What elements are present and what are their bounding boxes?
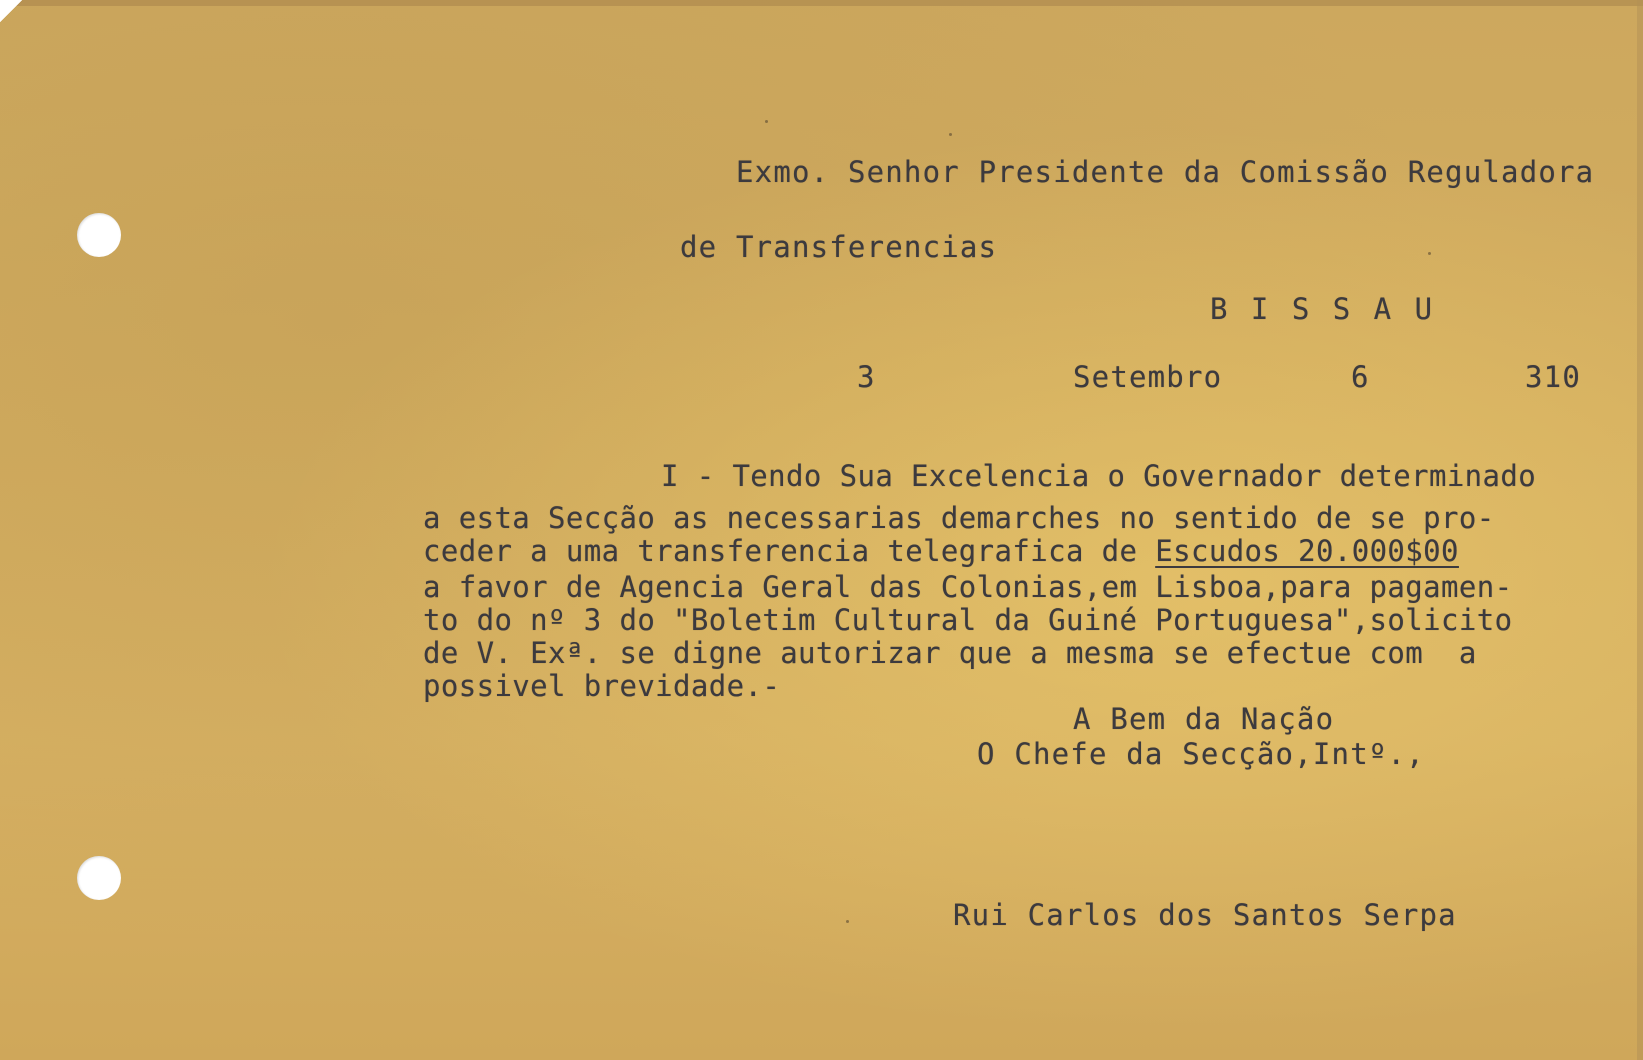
paper-corner [0, 0, 22, 22]
paper-speck [765, 120, 768, 123]
salutation-line-1: Exmo. Senhor Presidente da Comissão Reguladora [736, 155, 1595, 189]
punch-hole-top [77, 213, 121, 257]
closing-formula: A Bem da Nação [1073, 702, 1335, 736]
ref-year: 6 [1351, 360, 1370, 394]
body-line-4: a favor de Agencia Geral das Colonias,em Lisboa,para pagamen- [423, 570, 1513, 604]
body-line-2: a esta Secção as necessarias demarches no sentido de se pro- [423, 501, 1495, 535]
body-line-3 [423, 534, 1459, 568]
body-line-7: possivel brevidade.- [423, 669, 781, 703]
transfer-amount: Escudos 20.000$00 [1155, 534, 1459, 568]
paper-speck [1428, 252, 1431, 255]
city-heading: B I S S A U [1210, 292, 1436, 326]
paper-speck [949, 133, 952, 136]
salutation-line-2: de Transferencias [680, 230, 998, 264]
body-line-5: to do nº 3 do "Boletim Cultural da Guiné Portuguesa",solicito [423, 603, 1513, 637]
punch-hole-bottom [77, 856, 121, 900]
ref-day: 3 [857, 360, 876, 394]
body-line-3-text: ceder a uma transferencia telegrafica de [423, 534, 1156, 568]
paper-right-edge [1637, 0, 1643, 1060]
paper-speck [846, 920, 849, 923]
paper-top-edge [0, 0, 1643, 6]
signatory-name: Rui Carlos dos Santos Serpa [953, 898, 1457, 932]
ref-number: 310 [1525, 360, 1581, 394]
body-line-1: I - Tendo Sua Excelencia o Governador determinado [661, 459, 1537, 493]
closing-title: O Chefe da Secção,Intº., [977, 737, 1425, 771]
body-line-6: de V. Exª. se digne autorizar que a mesma se efectue com a [423, 636, 1477, 670]
ref-month: Setembro [1073, 360, 1223, 394]
